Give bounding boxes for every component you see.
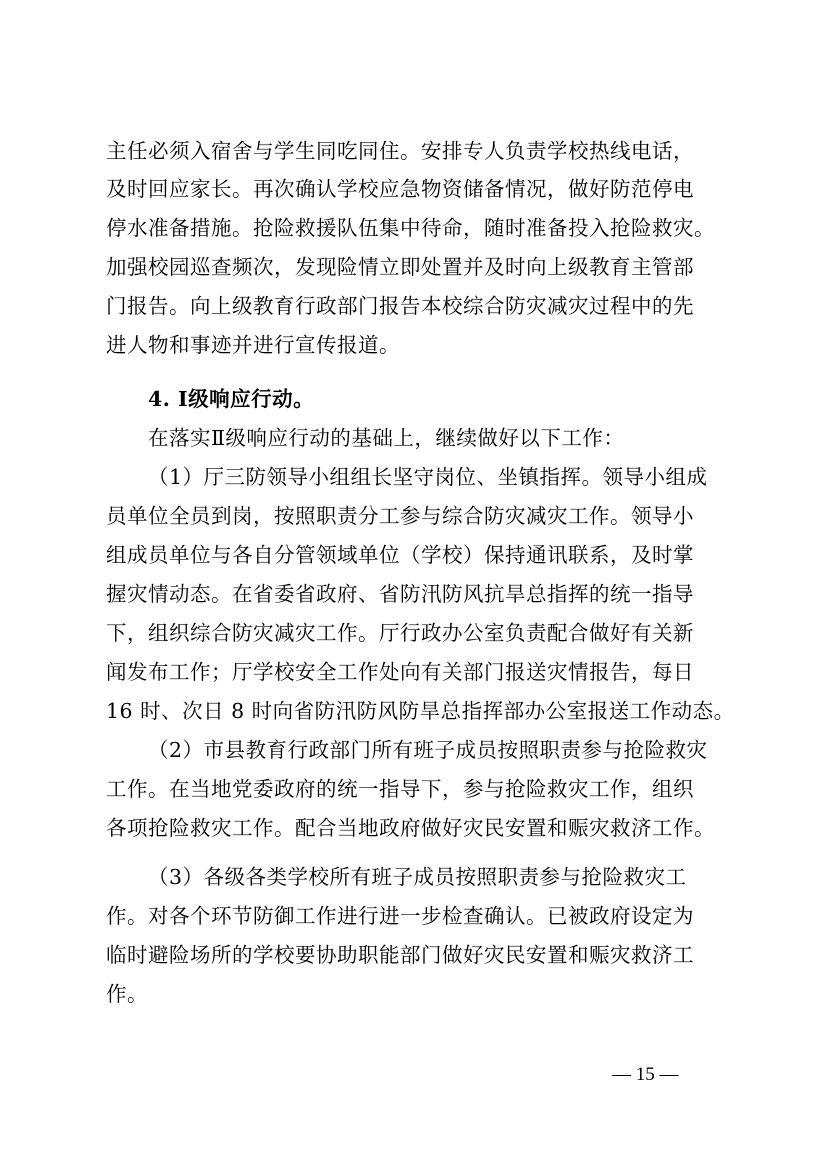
- body-line: 闻发布工作；厅学校安全工作处向有关部门报送灾情报告，每日: [106, 660, 694, 684]
- body-line: 下，组织综合防灾减灾工作。厅行政办公室负责配合做好有关新: [106, 621, 694, 645]
- body-line: 加强校园巡查频次，发现险情立即处置并及时向上级教育主管部: [106, 255, 694, 279]
- body-line: 及时回应家长。再次确认学校应急物资储备情况，做好防范停电: [106, 177, 694, 201]
- body-line: 停水准备措施。抢险救援队伍集中待命，随时准备投入抢险救灾。: [106, 216, 715, 240]
- body-line: 各项抢险救灾工作。配合当地政府做好灾民安置和赈灾救济工作。: [106, 816, 715, 840]
- body-line: 握灾情动态。在省委省政府、省防汛防风抗旱总指挥的统一指导: [106, 582, 694, 606]
- body-line: 在落实Ⅱ级响应行动的基础上，继续做好以下工作：: [148, 426, 625, 450]
- body-line: 临时避险场所的学校要协助职能部门做好灾民安置和赈灾救济工: [106, 943, 694, 967]
- section-heading: 4. Ⅰ级响应行动。: [148, 387, 315, 411]
- body-line: 主任必须入宿舍与学生同吃同住。安排专人负责学校热线电话，: [106, 139, 694, 163]
- body-line: 工作。在当地党委政府的统一指导下，参与抢险救灾工作，组织: [106, 777, 694, 801]
- body-line: 16 时、次日 8 时向省防汛防风防旱总指挥部办公室报送工作动态。: [106, 699, 735, 723]
- body-line: 进人物和事迹并进行宣传报道。: [106, 333, 400, 357]
- list-item-2: （2）市县教育行政部门所有班子成员按照职责参与抢险救灾: [148, 738, 708, 762]
- list-item-1: （1）厅三防领导小组组长坚守岗位、坐镇指挥。领导小组成: [148, 465, 708, 489]
- body-line: 组成员单位与各自分管领域单位（学校）保持通讯联系，及时掌: [106, 543, 694, 567]
- list-item-3: （3）各级各类学校所有班子成员按照职责参与抢险救灾工: [148, 865, 687, 889]
- body-line: 门报告。向上级教育行政部门报告本校综合防灾减灾过程中的先: [106, 294, 694, 318]
- body-line: 员单位全员到岗，按照职责分工参与综合防灾减灾工作。领导小: [106, 504, 694, 528]
- page-number: — 15 —: [612, 1064, 679, 1085]
- body-line: 作。: [106, 982, 148, 1006]
- body-line: 作。对各个环节防御工作进行进一步检查确认。已被政府设定为: [106, 904, 694, 928]
